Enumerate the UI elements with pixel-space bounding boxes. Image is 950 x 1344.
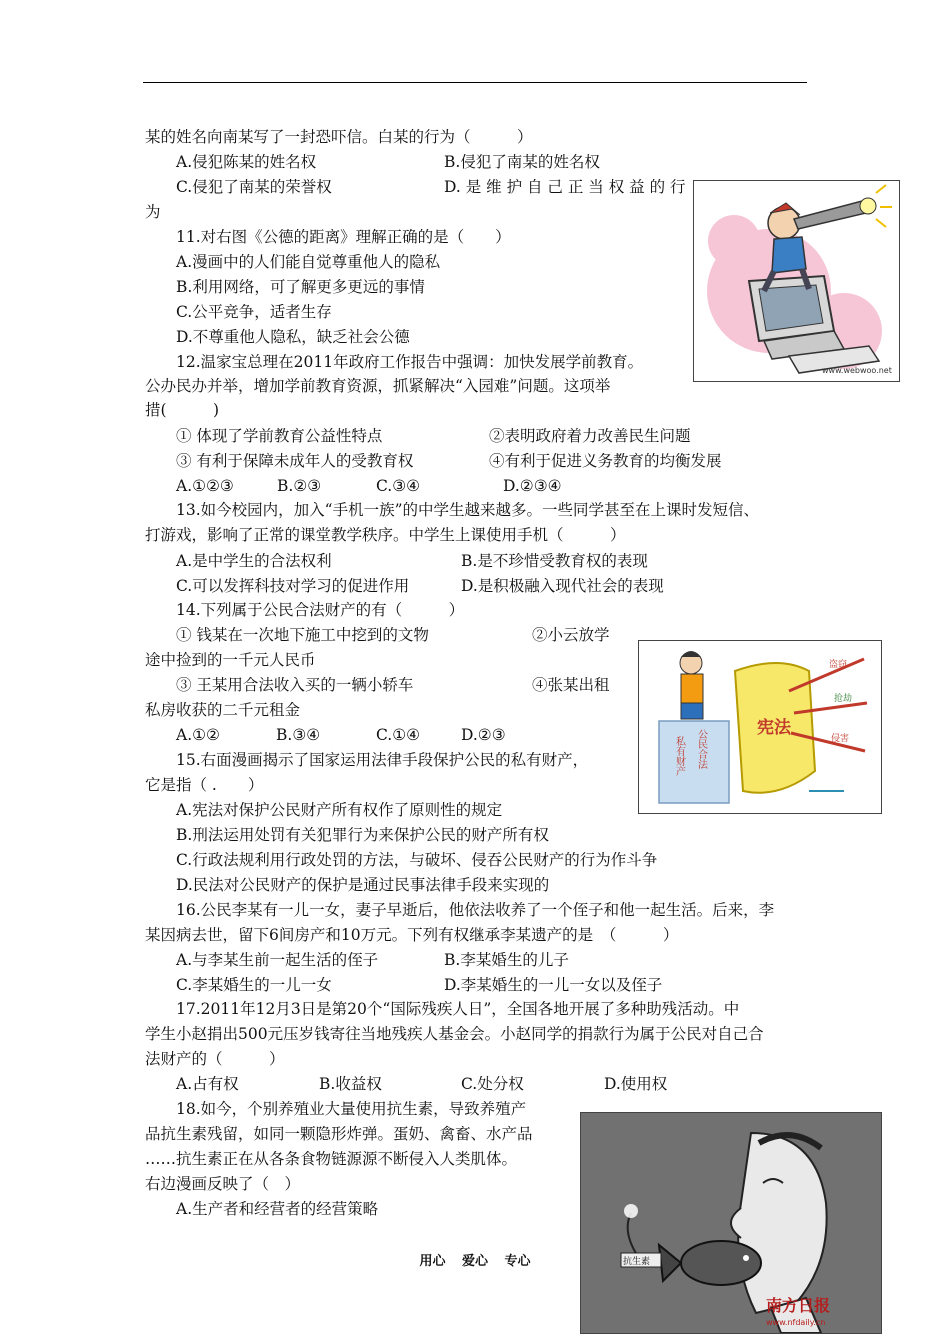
- text-line: ④有利于促进义务教育的均衡发展: [489, 452, 722, 470]
- text-line: ②小云放学: [532, 626, 610, 644]
- text-line: A.与李某生前一起生活的侄子: [176, 951, 379, 969]
- text-line: C.李某婚生的一儿一女: [176, 976, 332, 994]
- text-line: 13.如今校园内，加入“手机一族”的中学生越来越多。一些同学甚至在上课时发短信、: [176, 501, 760, 519]
- text-line: 打游戏，影响了正常的课堂教学秩序。中学生上课使用手机（ ）: [145, 526, 626, 544]
- footer-word-1: 用心: [419, 1254, 446, 1269]
- text-line: C.可以发挥科技对学习的促进作用: [176, 577, 410, 595]
- pillar-label-1: 私有财产: [673, 736, 685, 776]
- text-line: A.宪法对保护公民财产所有权作了原则性的规定: [176, 801, 503, 819]
- cartoon-privacy-distance: [693, 180, 900, 382]
- text-line: D.②③: [461, 726, 506, 744]
- text-line: B.收益权: [319, 1075, 382, 1093]
- text-line: 16.公民李某有一儿一女，妻子早逝后，他依法收养了一个侄子和他一起生活。后来，李: [176, 901, 775, 919]
- text-line: 12.温家宝总理在2011年政府工作报告中强调：加快发展学前教育。: [176, 353, 644, 371]
- footer-word-2: 爱心: [461, 1254, 488, 1269]
- shield-label: 宪法: [757, 718, 791, 738]
- text-line: A.占有权: [176, 1075, 239, 1093]
- text-line: 法财产的（ ）: [145, 1050, 285, 1068]
- text-line: ① 体现了学前教育公益性特点: [176, 427, 383, 445]
- text-line: 为: [145, 203, 161, 221]
- text-line: ③ 王某用合法收入买的一辆小轿车: [176, 676, 414, 694]
- text-line: ① 钱某在一次地下施工中挖到的文物: [176, 626, 429, 644]
- text-line: D.不尊重他人隐私，缺乏社会公德: [176, 328, 410, 346]
- text-line: C.行政法规利用行政处罚的方法，与破坏、侵吞公民财产的行为作斗争: [176, 851, 658, 869]
- text-line: C.侵犯了南某的荣誉权: [176, 178, 332, 196]
- cartoon-antibiotics: [580, 1112, 882, 1334]
- text-line: 措( ): [145, 401, 220, 419]
- cartoon-constitution-shield: [638, 640, 882, 814]
- text-line: A.是中学生的合法权利: [176, 552, 332, 570]
- text-line: 学生小赵捐出500元压岁钱寄往当地残疾人基金会。小赵同学的捐款行为属于公民对自己合: [145, 1025, 764, 1043]
- text-line: C.①④: [376, 726, 421, 744]
- text-line: D.是积极融入现代社会的表现: [461, 577, 664, 595]
- footer-word-3: 专心: [504, 1254, 531, 1269]
- text-line: 途中捡到的一千元人民币: [145, 651, 316, 669]
- newspaper-url: www.nfdaily.cn: [766, 1318, 826, 1327]
- watermark-text: www.webwoo.net: [822, 366, 892, 375]
- text-line: C.处分权: [461, 1075, 524, 1093]
- text-line: 右边漫画反映了（ ）: [145, 1175, 301, 1193]
- text-line: D.使用权: [604, 1075, 668, 1093]
- text-line: D.李某婚生的一儿一女以及侄子: [444, 976, 663, 994]
- text-line: A.①②: [176, 726, 220, 744]
- text-line: 品抗生素残留，如同一颗隐形炸弹。蛋奶、禽畜、水产品: [145, 1125, 533, 1143]
- cartoon-shield-drawing: [639, 641, 881, 813]
- page-footer: [0, 1250, 950, 1269]
- pillar-label-2: 公民合法: [695, 729, 707, 769]
- newspaper-logo: 南方日报: [766, 1296, 831, 1315]
- text-line: B.李某婚生的儿子: [444, 951, 569, 969]
- text-line: D. 是 维 护 自 己 正 当 权 益 的 行: [444, 178, 686, 196]
- text-line: B.刑法运用处罚有关犯罪行为来保护公民的财产所有权: [176, 826, 549, 844]
- text-line: ③ 有利于保障未成年人的受教育权: [176, 452, 414, 470]
- text-line: 某的姓名向南某写了一封恐吓信。白某的行为（ ）: [145, 128, 533, 146]
- text-line: 18.如今，个别养殖业大量使用抗生素，导致养殖产: [176, 1100, 527, 1118]
- text-line: A.侵犯陈某的姓名权: [176, 153, 317, 171]
- text-line: 17.2011年12月3日是第20个“国际残疾人日”，全国各地开展了多种助残活动。中: [176, 1000, 740, 1018]
- text-line: ④张某出租: [532, 676, 610, 694]
- text-line: 15.右面漫画揭示了国家运用法律手段保护公民的私有财产，: [176, 751, 589, 769]
- text-line: ②表明政府着力改善民生问题: [489, 427, 691, 445]
- arrow-label-1: 盗窃: [829, 660, 848, 670]
- text-line: ……抗生素正在从各条食物链源源不断侵入人类肌体。: [145, 1150, 518, 1168]
- text-line: 14.下列属于公民合法财产的有（ ）: [176, 601, 465, 619]
- text-line: A.生产者和经营者的经营策略: [176, 1200, 379, 1218]
- text-line: A.漫画中的人们能自觉尊重他人的隐私: [176, 253, 441, 271]
- text-line: B.侵犯了南某的姓名权: [444, 153, 600, 171]
- cartoon-privacy-drawing: [694, 181, 899, 381]
- antibiotic-tag: 抗生素: [623, 1257, 651, 1267]
- text-line: B.是不珍惜受教育权的表现: [461, 552, 648, 570]
- text-line: D.②③④: [503, 477, 562, 495]
- text-line: 它是指（ . ）: [145, 776, 264, 794]
- text-line: B.利用网络，可了解更多更远的事情: [176, 278, 425, 296]
- text-line: 公办民办并举，增加学前教育资源，抓紧解决“入园难”问题。这项举: [145, 377, 611, 395]
- text-line: C.③④: [376, 477, 421, 495]
- text-line: D.民法对公民财产的保护是通过民事法律手段来实现的: [176, 876, 550, 894]
- text-line: A.①②③: [176, 477, 234, 495]
- text-line: 11.对右图《公德的距离》理解正确的是（ ）: [176, 228, 511, 246]
- arrow-label-3: 侵害: [831, 734, 850, 744]
- arrow-label-2: 抢劫: [834, 694, 853, 704]
- text-line: C.公平竞争，适者生存: [176, 303, 332, 321]
- cartoon-antibiotics-drawing: [581, 1113, 881, 1333]
- text-line: B.③④: [276, 726, 321, 744]
- header-rule: [143, 82, 807, 83]
- text-line: B.②③: [277, 477, 322, 495]
- text-line: 私房收获的二千元租金: [145, 701, 301, 719]
- text-line: 某因病去世，留下6间房产和10万元。下列有权继承李某遗产的是 （ ）: [145, 926, 679, 944]
